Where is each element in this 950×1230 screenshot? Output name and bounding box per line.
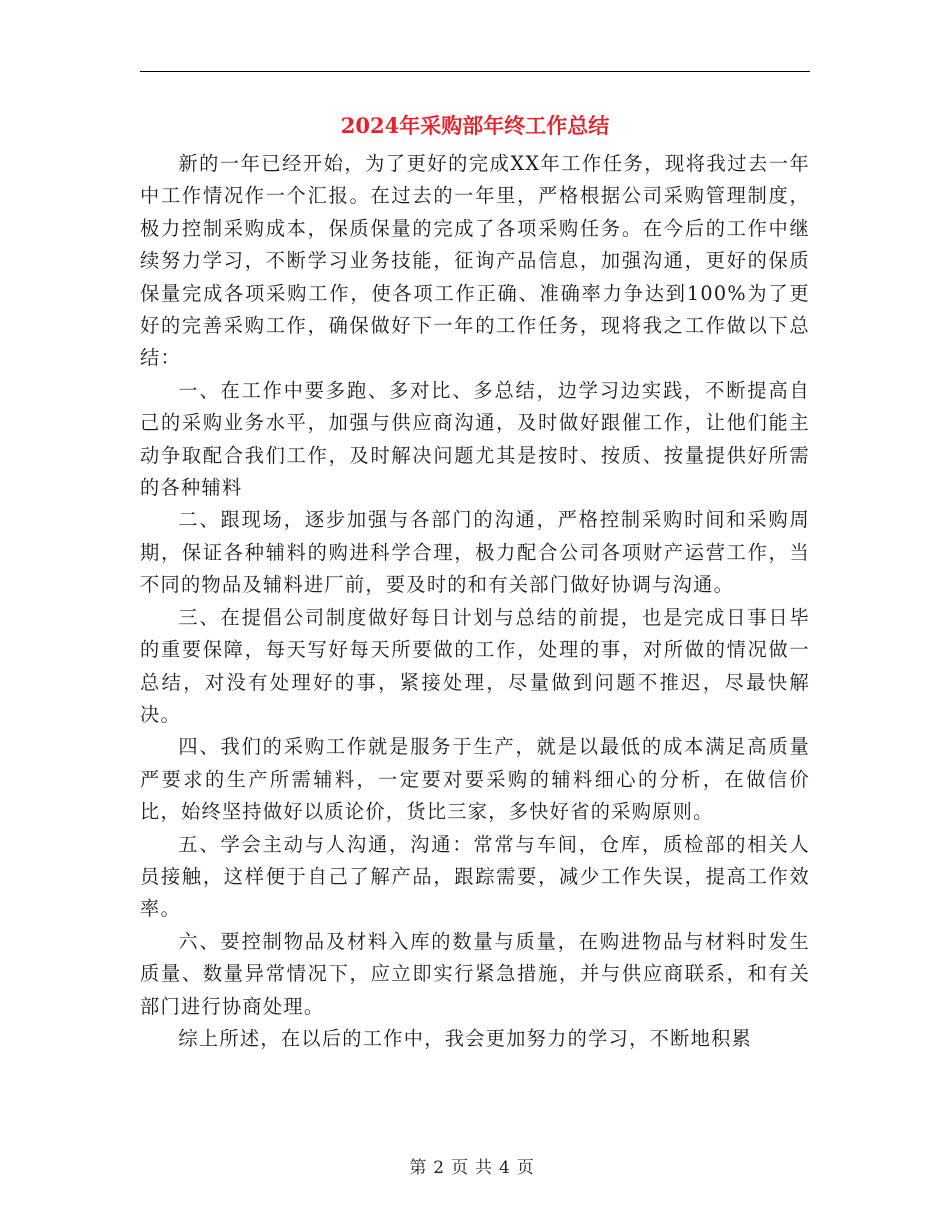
paragraph-summary: 综上所述，在以后的工作中，我会更加努力的学习，不断地积累 — [178, 1026, 753, 1050]
document-title: 2024年采购部年终工作总结 — [340, 113, 610, 138]
paragraph-item-4: 四、我们的采购工作就是服务于生产，就是以最低的成本满足高质量严要求的生产所需辅料，一定要对要采购的辅料细心的分析，在做信价比，始终坚持做好以质论价，货比三家，多快好省的采购原则。 — [140, 735, 810, 824]
footer-page-word: 页 — [451, 1158, 470, 1178]
document-body — [140, 148, 810, 1055]
paragraph-item-3: 三、在提倡公司制度做好每日计划与总结的前提，也是完成日事日毕的重要保障，每天写好每天所要做的工作，处理的事，对所做的情况做一总结，对没有处理好的事，紧接处理，尽量做到问题不推迟，尽最快解决。 — [140, 605, 810, 726]
footer-suffix: 页 — [516, 1158, 535, 1178]
header-rule — [140, 71, 810, 72]
footer-prefix: 第 — [409, 1158, 428, 1178]
paragraph-item-5: 五、学会主动与人沟通，沟通：常常与车间，仓库，质检部的相关人员接触，这样便于自己了解产品，跟踪需要，减少工作失误，提高工作效率。 — [140, 832, 810, 921]
footer-total-pages: 4 — [498, 1158, 511, 1178]
paragraph-item-1: 一、在工作中要多跑、多对比、多总结，边学习边实践，不断提高自己的采购业务水平，加强与供应商沟通，及时做好跟催工作，让他们能主动争取配合我们工作，及时解决问题尤其是按时、按质、按量提供好所需的各种辅料 — [140, 378, 810, 500]
paragraph-item-2: 二、跟现场，逐步加强与各部门的沟通，严格控制采购时间和采购周期，保证各种辅料的购进科学合理，极力配合公司各项财产运营工作，当不同的物品及辅料进厂前，要及时的和有关部门做好协调与沟通。 — [140, 508, 810, 597]
page-footer — [0, 1153, 950, 1178]
footer-page-number: 2 — [433, 1158, 446, 1178]
paragraph-item-6: 六、要控制物品及材料入库的数量与质量，在购进物品与材料时发生质量、数量异常情况下，应立即实行紧急措施，并与供应商联系，和有关部门进行协商处理。 — [140, 929, 810, 1018]
paragraph-intro: 新的一年已经开始，为了更好的完成XX年工作任务，现将我过去一年中工作情况作一个汇报。在过去的一年里，严格根据公司采购管理制度，极力控制采购成本，保质保量的完成了各项采购任务。在今后的工作中继续努力学习，不断学习业务技能，征询产品信息，加强沟通，更好的保质保量完成各项采购工作，使各项工作正确、准确率力争达到100%为了更好的完善采购工作，确保做好下一年的工作任务，现将我之工作做以下总结： — [140, 152, 810, 370]
footer-total-word: 共 — [475, 1158, 493, 1178]
